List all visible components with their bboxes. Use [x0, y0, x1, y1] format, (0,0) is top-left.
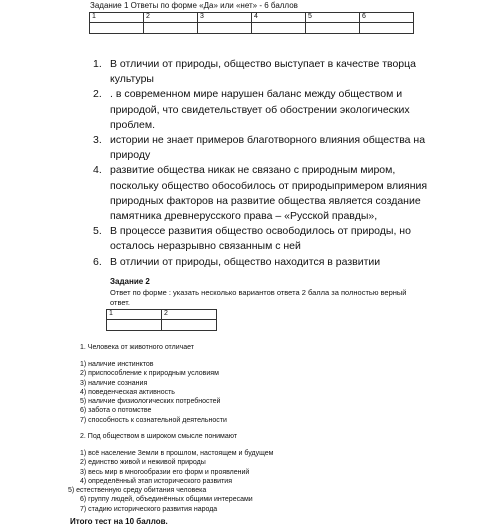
item-text: истории не знает примеров благотворного влияния общества на природу — [110, 134, 426, 162]
answer-cell[interactable] — [144, 23, 198, 34]
answer-cell[interactable] — [90, 23, 144, 34]
table-header-cell: 1 — [107, 310, 162, 320]
option-item: 6) забота о потомстве — [80, 407, 152, 415]
option-item: 4) определённый этап исторического развития — [80, 477, 232, 485]
table-header-cell: 1 — [90, 13, 144, 23]
list-item — [93, 163, 438, 224]
option-item: 3) весь мир в многообразии его форм и проявлений — [80, 468, 250, 476]
answer-cell[interactable] — [198, 23, 252, 34]
option-item: 3) наличие сознания — [80, 379, 148, 387]
table-header-cell: 4 — [252, 13, 306, 23]
option-item: 1) всё население Земли в прошлом, настоящем и будущем — [80, 450, 274, 457]
table-header-row — [107, 310, 217, 320]
table-header-cell: 6 — [360, 13, 414, 23]
item-number: 5. — [93, 225, 102, 238]
table-answer-row — [107, 320, 217, 331]
list-item — [93, 57, 438, 87]
item-number: 4. — [93, 164, 102, 177]
task2-instruction: Ответ по форме : указать несколько вариантов ответа 2 балла за полностью верный ответ. — [110, 288, 407, 307]
task1-statements-list — [93, 57, 438, 270]
item-text: . в современном мире нарушен баланс между обществом и природой, что свидетельствует об обострении экологических проблем. — [110, 88, 410, 131]
task1-title: Задание 1 Ответы по форме «Да» или «нет» - 6 баллов — [90, 1, 298, 10]
answer-cell[interactable] — [107, 320, 162, 331]
answer-cell[interactable] — [162, 320, 217, 331]
answer-cell[interactable] — [306, 23, 360, 34]
question-1-options — [80, 360, 227, 425]
option-item: 2) приспособление к природным условиям — [80, 370, 219, 378]
option-item: 1) наличие инстинктов — [80, 361, 154, 368]
item-text: В отличии от природы, общество выступает в качестве творца культуры — [110, 58, 417, 86]
item-text: В процессе развития общество освободилось от природы, но осталось неразрывно связанным с ней — [110, 225, 411, 253]
list-item — [93, 87, 438, 133]
option-item: 2) единство живой и неживой природы — [80, 459, 206, 467]
item-number: 6. — [93, 255, 102, 268]
table-header-cell: 2 — [162, 310, 217, 320]
item-number: 2. — [93, 88, 102, 101]
question-1: 1. Человека от животного отличает — [80, 344, 195, 351]
option-item: 7) способность к сознательной деятельности — [80, 416, 227, 424]
option-item: 7) стадию исторического развития народа — [80, 505, 218, 513]
answer-cell[interactable] — [252, 23, 306, 34]
list-item — [93, 133, 438, 163]
option-item: 4) поведенческая активность — [80, 388, 175, 396]
option-item: 6) группу людей, объединённых общими интересами — [80, 496, 253, 504]
table-header-cell: 3 — [198, 13, 252, 23]
table-header-cell: 5 — [306, 13, 360, 23]
table-header-row — [90, 13, 414, 23]
option-item: 5) наличие физиологических потребностей — [80, 398, 221, 406]
task2-title: Задание 2 — [110, 277, 150, 286]
table-header-cell: 2 — [144, 13, 198, 23]
list-item — [93, 255, 438, 270]
item-number: 3. — [93, 134, 102, 147]
table-answer-row — [90, 23, 414, 34]
item-number: 1. — [93, 58, 102, 70]
task2-answer-table — [106, 309, 217, 331]
item-text: развитие общества никак не связано с природным миром, поскольку общество обособилось от природыпримером влияния природных факторов на развитие общества является создание памятника древнерусского права – «Русской правды», — [110, 164, 428, 223]
list-item — [93, 224, 438, 254]
task1-answer-table — [89, 12, 414, 34]
item-text: В отличии от природы, общество находится в развитии — [110, 255, 381, 268]
question-2-options — [68, 449, 274, 514]
question-2: 2. Под обществом в широком смысле понимают — [80, 433, 238, 440]
answer-cell[interactable] — [360, 23, 414, 34]
option-item: 5) естественную среду обитания человека — [68, 487, 207, 495]
total-score: Итого тест на 10 баллов. — [70, 517, 168, 526]
